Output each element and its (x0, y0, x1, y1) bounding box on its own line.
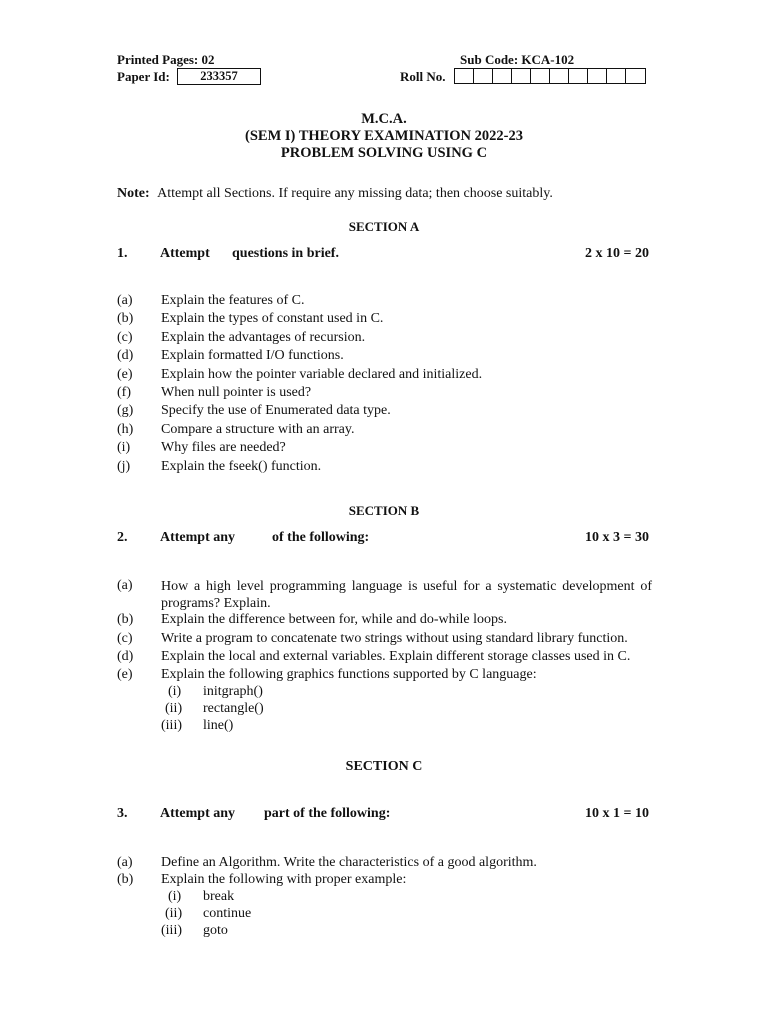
sub-code: Sub Code: KCA-102 (460, 52, 575, 67)
note (117, 186, 553, 202)
section-b-heading: SECTION B (348, 503, 420, 518)
sub-item-text: line() (203, 718, 234, 733)
roll-no-cell[interactable] (607, 69, 626, 83)
roll-no-cell[interactable] (588, 69, 607, 83)
course-title: M.C.A. (361, 111, 407, 127)
question-3-number: 3. (117, 806, 128, 821)
sub-item-label: (ii) (165, 906, 183, 921)
question-3-marks: 10 x 1 = 10 (585, 806, 649, 821)
question-2-instruction: of the following: (272, 530, 370, 545)
sub-item-text: continue (203, 906, 252, 921)
sub-item-label: (i) (168, 684, 182, 699)
note-text: Attempt all Sections. If require any missing data; then choose suitably. (157, 186, 553, 201)
sub-item-label: (iii) (161, 718, 182, 733)
sub-item-text: rectangle() (203, 701, 264, 716)
question-1-attempt: Attempt (160, 246, 210, 261)
question-3-instruction: part of the following: (264, 806, 391, 821)
subject-title: PROBLEM SOLVING USING C (280, 145, 488, 161)
paper-id-box: 233357 (177, 68, 261, 85)
sub-item-label: (iii) (161, 923, 182, 938)
question-1-number: 1. (117, 246, 128, 261)
roll-no-label: Roll No. (400, 69, 446, 84)
roll-no-cell[interactable] (569, 69, 588, 83)
section-c-heading: SECTION C (345, 759, 423, 774)
roll-no-cell[interactable] (493, 69, 512, 83)
sub-item-label: (ii) (165, 701, 183, 716)
printed-pages: Printed Pages: 02 (117, 52, 215, 67)
sub-item-label: (i) (168, 889, 182, 904)
roll-no-boxes[interactable] (454, 68, 646, 84)
sub-item-text: initgraph() (203, 684, 263, 699)
roll-no-cell[interactable] (474, 69, 493, 83)
roll-no-cell[interactable] (512, 69, 531, 83)
question-2-attempt: Attempt any (160, 530, 236, 545)
section-a-heading: SECTION A (348, 219, 420, 234)
roll-no-cell[interactable] (455, 69, 474, 83)
roll-no-cell[interactable] (626, 69, 645, 83)
roll-no-cell[interactable] (531, 69, 550, 83)
question-2-number: 2. (117, 530, 128, 545)
sub-item-text: break (203, 889, 235, 904)
question-2-marks: 10 x 3 = 30 (585, 530, 649, 545)
question-3-attempt: Attempt any (160, 806, 236, 821)
question-1-instruction: questions in brief. (232, 246, 339, 261)
roll-no-cell[interactable] (550, 69, 569, 83)
paper-id-label: Paper Id: (117, 69, 170, 84)
exam-title: (SEM I) THEORY EXAMINATION 2022-23 (245, 128, 523, 144)
note-label: Note: (117, 186, 150, 201)
question-1-marks: 2 x 10 = 20 (585, 246, 649, 261)
sub-item-text: goto (203, 923, 228, 938)
